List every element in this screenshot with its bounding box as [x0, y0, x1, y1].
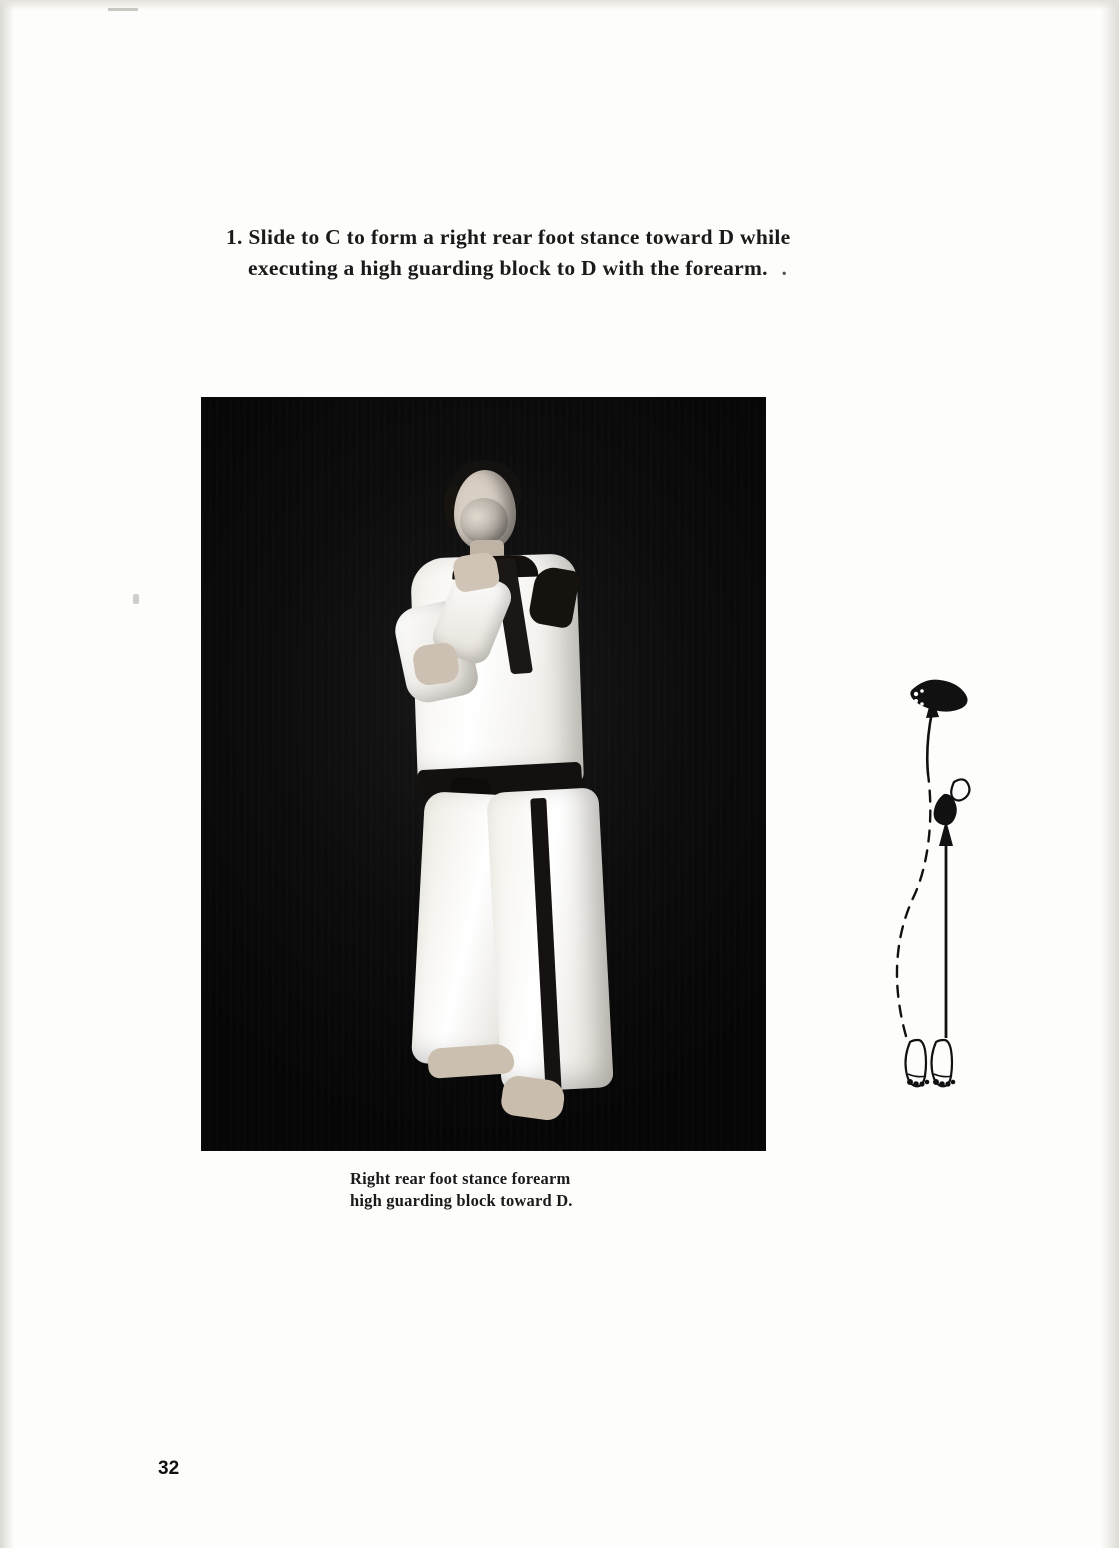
photo-caption: [350, 1168, 770, 1212]
scan-artifact-left: [133, 594, 139, 604]
instruction-line-1: Slide to C to form a right rear foot stance toward D while: [248, 225, 791, 249]
rear-foot-mark: [934, 779, 970, 825]
scan-edge-right: [1101, 0, 1119, 1548]
figure-lower-fist: [411, 641, 460, 687]
scan-edge-left: [0, 0, 14, 1548]
instruction-text: [226, 222, 926, 284]
foot-position-diagram: [880, 670, 1010, 1110]
instruction-number: 1.: [226, 225, 243, 249]
caption-line-2: high guarding block toward D.: [350, 1191, 573, 1210]
figure-face-shading: [460, 498, 508, 544]
page-number: 32: [158, 1458, 180, 1479]
scan-edge-top: [0, 0, 1119, 10]
front-foot-mark: [910, 680, 967, 712]
curved-arrow: [927, 712, 932, 774]
caption-line-1: Right rear foot stance forearm: [350, 1169, 571, 1188]
pose-photograph: [202, 398, 765, 1150]
scan-artifact-top: [108, 8, 138, 11]
starting-feet-pair: [906, 1040, 955, 1086]
instruction-line-2: executing a high guarding block to D with the forearm.: [248, 256, 768, 280]
dashed-slide-path: [897, 774, 930, 1036]
instruction-trailing-mark: .: [781, 256, 788, 280]
figure-front-foot: [427, 1043, 515, 1079]
